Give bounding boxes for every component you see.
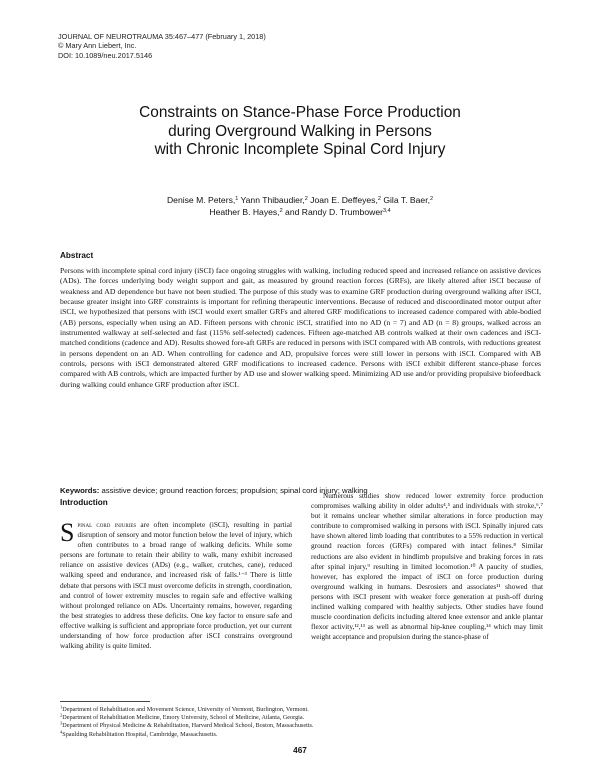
author-affiliation-mark: 2 — [279, 208, 283, 215]
author-name: Heather B. Hayes, — [209, 207, 280, 218]
abstract-heading: Abstract — [60, 251, 94, 260]
affiliation-mark: 1 — [60, 704, 63, 710]
journal-citation — [58, 32, 266, 60]
footnote-divider — [60, 701, 150, 702]
affiliation-text: Department of Rehabilitation Medicine, Emory University, School of Medicine, Atlanta, Georgia. — [62, 714, 305, 722]
author-list — [60, 194, 540, 218]
title-line-2: during Overground Walking in Persons — [168, 122, 432, 140]
page-number: 467 — [293, 746, 307, 755]
article-title — [60, 104, 540, 160]
keywords-label: Keywords: — [60, 486, 100, 495]
copyright-line: © Mary Ann Liebert, Inc. — [58, 41, 137, 51]
author-line-2 — [60, 206, 540, 218]
intro-smallcaps: pinal cord injuries — [77, 520, 137, 529]
title-line-3: with Chronic Incomplete Spinal Cord Injury — [154, 141, 446, 159]
journal-line: JOURNAL OF NEUROTRAUMA 35:467–477 (February 1, 2018) — [58, 32, 266, 41]
right-column — [311, 491, 543, 642]
affiliations — [60, 706, 540, 739]
abstract-text: Persons with incomplete spinal cord injury (iSCI) face ongoing struggles with walking, including reduced speed and increased reliance on assistive devices (ADs). The forces underlying body weight support and gait, as measured by ground reaction forces (GRFs), are likely altered after iSCI because of weakness and AD dependence but have not been studied. The purpose of this study was to examine GRF production during overground walking after iSCI, because greater insight into GRF constraints is important for refining therapeutic interventions. Because of reduced and discoordinated motor output after iSCI, we hypothesized that persons with iSCI would exert smaller GRFs and altered GRF modifications to increased cadence compared with able-bodied (AB) persons, especially when using an AD. Fifteen persons with chronic iSCI, stratified into no AD (n = 7) and AD (n = 8) groups, walked across an instrumented walkway at self-selected and fast (115% self-selected) cadences. Fifteen age-matched AB controls walked at their own cadences and iSCI-matched conditions (cadence and AD). Results showed fore-aft GRFs are reduced in persons with iSCI compared with AB controls, with reductions greatest in persons dependent on an AD. When controlling for cadence and AD, propulsive forces were still lower in persons with iSCI. Compared with AB controls, persons with iSCI demonstrated altered GRF modifications to increased cadence. Persons with iSCI exhibit different stance-phase forces compared with AB controls, which are impacted further by AD use and slower walking speed. Minimizing AD use and/or providing propulsive biofeedback during walking could enhance GRF production after iSCI. — [60, 266, 541, 389]
title-line-1: Constraints on Stance-Phase Force Production — [139, 104, 461, 121]
keywords-text: assistive device; ground reaction forces; propulsion; spinal cord injury; walking — [99, 486, 368, 495]
intro-paragraph-2: Numerous studies show reduced lower extremity force production compromises walking ability in older adults⁴,⁵ and individuals with stroke,⁶,⁷ but it remains unclear whether similar alterations in force production may contribute to compromised walking in persons with iSCI. Spinally injured cats have shown altered limb loading that contributes to a 55% reduction in vertical ground reaction forces (GRFs) compared with intact felines.⁸ Similar reductions are also evident in hindlimb propulsive and braking forces in rats after spinal injury,⁹ resulting in limited locomotion.¹⁰ A paucity of studies, however, has explored the impact of iSCI on force production during overground walking in humans. Desrosiers and associates¹¹ showed that persons with iSCI present with weaker force generation at push-off during inclined walking compared with healthy subjects. Other studies have found muscle coordination deficits including altered knee extensor and ankle plantar flexor activity,¹²,¹³ as well as abnormal hip-knee coupling,¹⁴ which may limit weight acceptance and propulsion during the stance-phase of — [311, 491, 543, 642]
introduction-heading: Introduction — [60, 498, 108, 507]
author-line-1 — [60, 194, 540, 206]
author-name: Gila T. Baer, — [380, 195, 430, 205]
doi-line: DOI: 10.1089/neu.2017.5146 — [58, 50, 153, 60]
affiliation-text: Department of Rehabilitation and Movement Science, University of Vermont, Burlington, Vermont. — [62, 706, 309, 713]
drop-cap: S — [60, 518, 75, 547]
author-affiliation-mark: 2 — [304, 196, 308, 202]
affiliation-mark: 4 — [60, 729, 63, 735]
affiliation-mark: 3 — [60, 720, 63, 726]
author-name: Joan E. Deffeyes, — [307, 195, 378, 205]
affiliation-text: Spaulding Rehabilitation Hospital, Cambridge, Massachusetts. — [62, 730, 218, 738]
author-affiliation-mark: 3,4 — [382, 208, 391, 215]
affiliation-1 — [60, 706, 540, 714]
author-affiliation-mark: 1 — [235, 196, 239, 202]
affiliation-mark: 2 — [60, 712, 63, 718]
affiliation-4 — [60, 731, 540, 739]
left-column — [60, 520, 292, 651]
author-affiliation-mark: 2 — [429, 196, 434, 202]
affiliation-text: Department of Physical Medicine & Rehabilitation, Harvard Medical School, Boston, Massachusetts. — [62, 722, 314, 730]
affiliation-3 — [60, 722, 540, 730]
intro-paragraph-1: are often incomplete (iSCI), resulting in partial disruption of sensory and motor function below the level of injury, which often contributes to a broad range of walking deficits. While some persons are fortunate to retain their ability to walk, many exhibit increased reliance on assistive devices (ADs) (e.g., walker, crutches, cane), reduced walking speed and endurance, and increased risk of falls.¹⁻³ There is little debate that persons with iSCI must overcome deficits in strength, coordination, and control of lower extremity muscles to regain safe and effective walking without prolonged reliance on ADs. Uncertainty remains, however, regarding the best strategies to address these deficits. One key factor to ensure safe and effective walking is sufficient and appropriate force production, yet our current understanding of how force production after iSCI constrains overground walking ability is quite limited. — [60, 520, 292, 651]
author-name: Denise M. Peters, — [166, 195, 236, 205]
author-name: and Randy D. Trumbower — [282, 207, 383, 218]
author-name: Yann Thibaudier, — [238, 195, 305, 205]
author-affiliation-mark: 2 — [377, 196, 381, 202]
